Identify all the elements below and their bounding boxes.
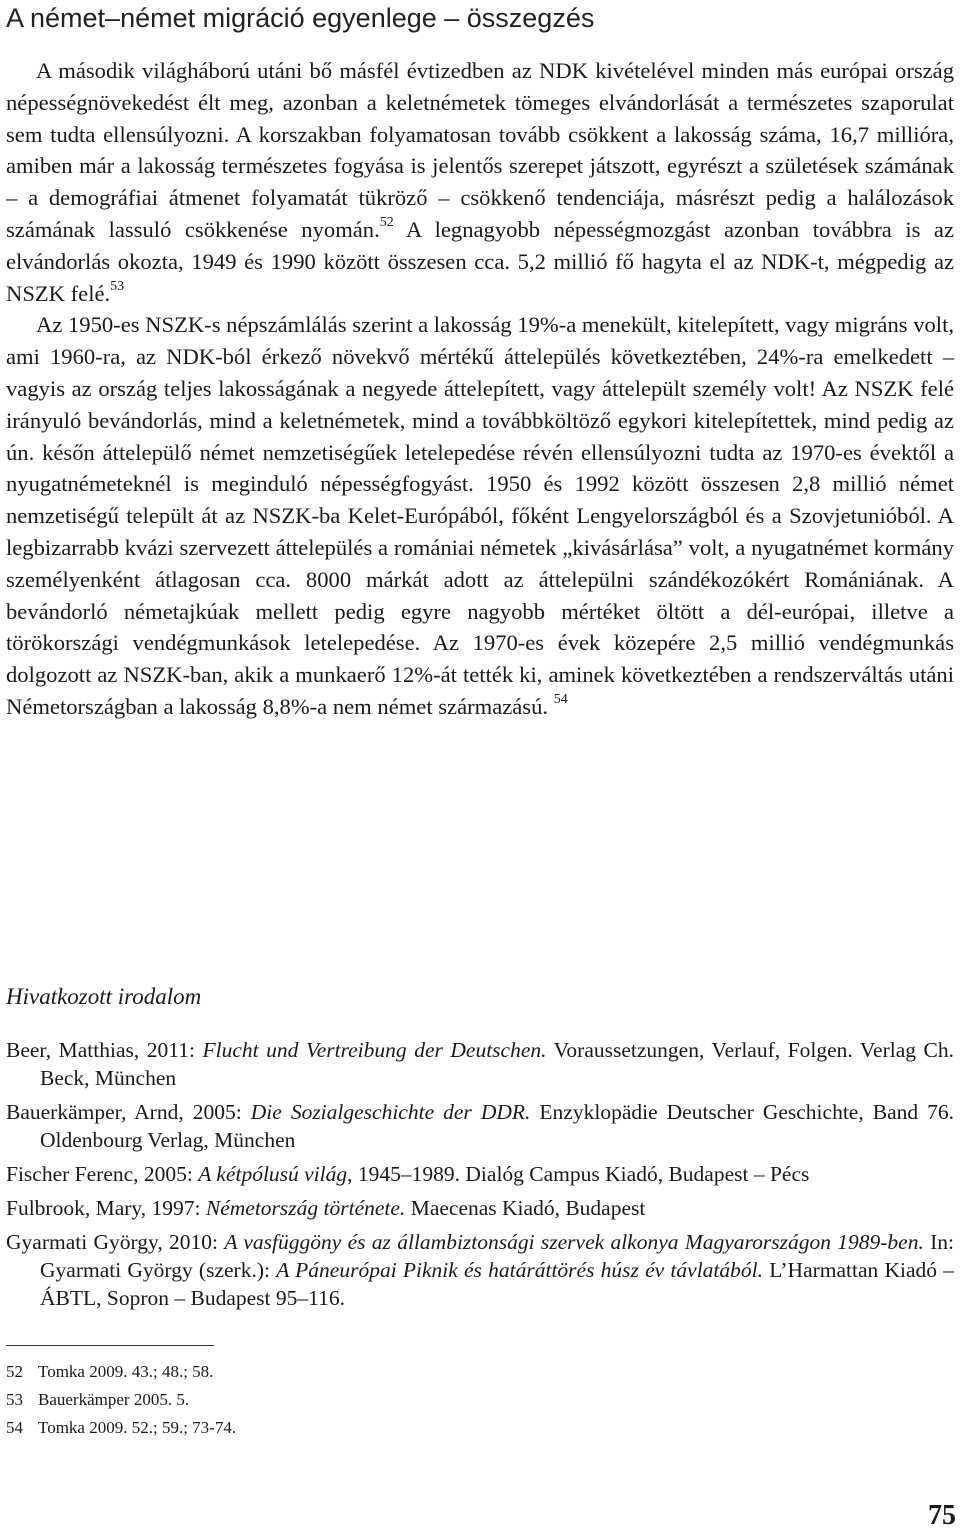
reference-details: Maecenas Kiadó, Budapest <box>405 1196 646 1220</box>
reference-details: Voraussetzungen, Verlauf, Folgen. Verlag Ch. Beck, München <box>40 1038 955 1090</box>
footnote-number: 53 <box>6 1390 23 1409</box>
reference-item <box>6 1036 954 1092</box>
paragraph-2-text: Az 1950-es NSZK-s népszámlálás szerint a lakosság 19%-a menekült, kitelepített, vagy migráns volt, ami 1960-ra, az NDK-ból érkező növekvő mértékű áttelepülés következtében, 24%-ra emelkedett – vagyis az ország teljes lakosságának a negyede áttelepített, vagy áttelepült személy volt! Az NSZK felé irányuló bevándorlás, mind a keletnémetek, mind a továbbköltöző egykori kitelepítettek, mind pedig az ún. későn áttelepülő német nemzetiségűek letelepedése révén ellensúlyozni tudta az 1970-es évektől a nyugatnémeteknél is meginduló népességfogyást. 1950 és 1992 között összesen 2,8 millió német nemzetiségű települt át az NSZK-ba Kelet-Európából, főként Lengyelországból és a Szovjetunióból. A legbizarrabb kvázi szervezett áttelepülés a romániai németek „kivásárlása” volt, a nyugatnémet kormány személyenként átlagosan cca. 8000 márkát adott az áttelepülni szándékozókért Romániának. A bevándorló németajkúak mellett pedig egyre nagyobb mértéket öltött a dél-európai, illetve a törökországi vendégmunkások letelepedése. Az 1970-es évek közepére 2,5 millió vendégmunkás dolgozott az NSZK-ban, akik a munkaerő 12%-át tették ki, aminek következtében a rendszerváltás utáni Németországban a lakosság 8,8%-a nem német származású. <box>6 312 954 719</box>
footnote-item <box>6 1390 606 1410</box>
footnotes <box>6 1362 606 1446</box>
reference-author: Fulbrook, Mary, 1997: <box>6 1196 206 1220</box>
reference-details: In: Gyarmati György (szerk.): <box>40 1230 955 1282</box>
footnote-number: 52 <box>6 1362 23 1381</box>
reference-details-secondary: L’Harmattan Kiadó – ÁBTL, Sopron – Budapest 95–116. <box>40 1258 954 1310</box>
footnote-divider <box>6 1345 214 1346</box>
footnote-item <box>6 1418 606 1438</box>
references-heading: Hivatkozott irodalom <box>6 984 202 1009</box>
paragraph-2 <box>6 309 954 722</box>
reference-title-secondary: A Páneurópai Piknik és határáttörés húsz év távlatából. <box>276 1258 763 1282</box>
reference-item <box>6 1098 954 1154</box>
reference-details: 1945–1989. Dialóg Campus Kiadó, Budapest – Pécs <box>352 1162 810 1186</box>
reference-title: Flucht und Vertreibung der Deutschen. <box>202 1038 547 1062</box>
page-number: 75 <box>928 1500 956 1531</box>
reference-author: Gyarmati György, 2010: <box>6 1230 225 1254</box>
reference-title: Németország története. <box>205 1196 406 1220</box>
reference-title: A vasfüggöny és az állambiztonsági szervek alkonya Magyarországon 1989-ben. <box>224 1230 924 1254</box>
footnote-ref-54[interactable]: 54 <box>553 692 568 708</box>
reference-author: Fischer Ferenc, 2005: <box>6 1162 199 1186</box>
reference-item <box>6 1160 954 1188</box>
reference-item <box>6 1194 954 1222</box>
footnote-text: Tomka 2009. 52.; 59.; 73-74. <box>38 1418 237 1437</box>
footnote-item <box>6 1362 606 1382</box>
reference-details: Enzyklopädie Deutscher Geschichte, Band 76. Oldenbourg Verlag, München <box>40 1100 955 1152</box>
reference-author: Bauerkämper, Arnd, 2005: <box>6 1100 251 1124</box>
footnote-text: Tomka 2009. 43.; 48.; 58. <box>38 1362 214 1381</box>
reference-title: A kétpólusú világ, <box>198 1162 353 1186</box>
reference-item <box>6 1228 954 1312</box>
section-title: A német–német migráció egyenlege – összegzés <box>6 3 595 33</box>
footnote-text: Bauerkämper 2005. 5. <box>38 1390 190 1409</box>
paragraph-1-text-b: A legnagyobb népességmozgást azonban továbbra is az elvándorlás okozta, 1949 és 1990 között összesen cca. 5,2 millió fő hagyta el az NDK-t, mégpedig az NSZK felé. <box>6 216 954 306</box>
footnote-ref-52[interactable]: 52 <box>379 215 394 231</box>
footnote-ref-53[interactable]: 53 <box>110 279 125 295</box>
paragraph-1 <box>6 55 954 309</box>
reference-author: Beer, Matthias, 2011: <box>6 1038 203 1062</box>
references-list <box>6 1036 954 1318</box>
paragraph-1-text-a: A második világháború utáni bő másfél évtizedben az NDK kivételével minden más európai ország népességnövekedést élt meg, azonban a keletnémetek tömeges elvándorlását a természetes szaporulat sem tudta ellensúlyozni. A korszakban folyamatosan tovább csökkent a lakosság száma, 16,7 millióra, amiben már a lakosság természetes fogyása is jelentős szerepet játszott, egyrészt a születések számának – a demográfiai átmenet folyamatát tükröző – csökkenő tendenciája, másrészt pedig a halálozások számának lassuló csökkenése nyomán. <box>6 58 954 242</box>
reference-title: Die Sozialgeschichte der DDR. <box>250 1100 531 1124</box>
body-text <box>6 55 954 723</box>
footnote-number: 54 <box>6 1418 23 1437</box>
